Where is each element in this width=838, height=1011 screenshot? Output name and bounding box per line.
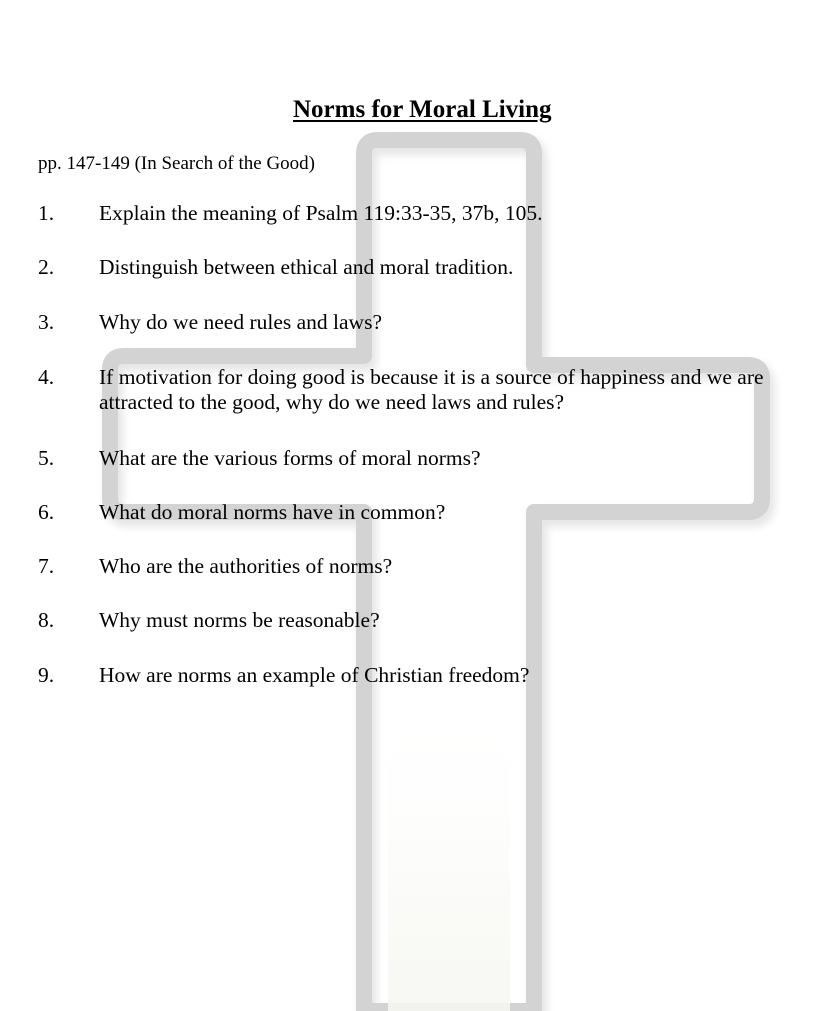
question-number: 3. [38,310,55,334]
question-number: 5. [38,446,55,470]
question-text: What do moral norms have in common? [99,500,446,524]
question-item [38,310,828,335]
question-text: Distinguish between ethical and moral tradition. [99,255,514,279]
question-item [38,608,828,633]
question-number: 7. [38,554,55,578]
question-text: Who are the authorities of norms? [99,554,393,578]
question-item [38,365,828,415]
question-number: 2. [38,255,55,279]
question-item [38,663,828,688]
question-text: Why must norms be reasonable? [99,608,380,632]
question-text: Why do we need rules and laws? [99,310,382,334]
question-item [38,500,828,525]
question-number: 8. [38,608,55,632]
page-title: Norms for Moral Living [293,96,552,123]
question-text: Explain the meaning of Psalm 119:33-35, 37b, 105. [99,201,543,225]
question-number: 6. [38,500,55,524]
question-number: 4. [38,365,55,389]
page-subtitle: pp. 147-149 (In Search of the Good) [38,153,316,174]
question-item [38,201,828,226]
question-number: 9. [38,663,55,687]
question-text: How are norms an example of Christian freedom? [99,663,530,687]
question-number: 1. [38,201,55,225]
question-item [38,554,828,579]
question-item [38,255,828,280]
question-text: If motivation for doing good is because it is a source of happiness and we are attracted to the good, why do we need laws and rules? [99,365,764,414]
question-item [38,446,828,471]
question-text: What are the various forms of moral norms? [99,446,481,470]
